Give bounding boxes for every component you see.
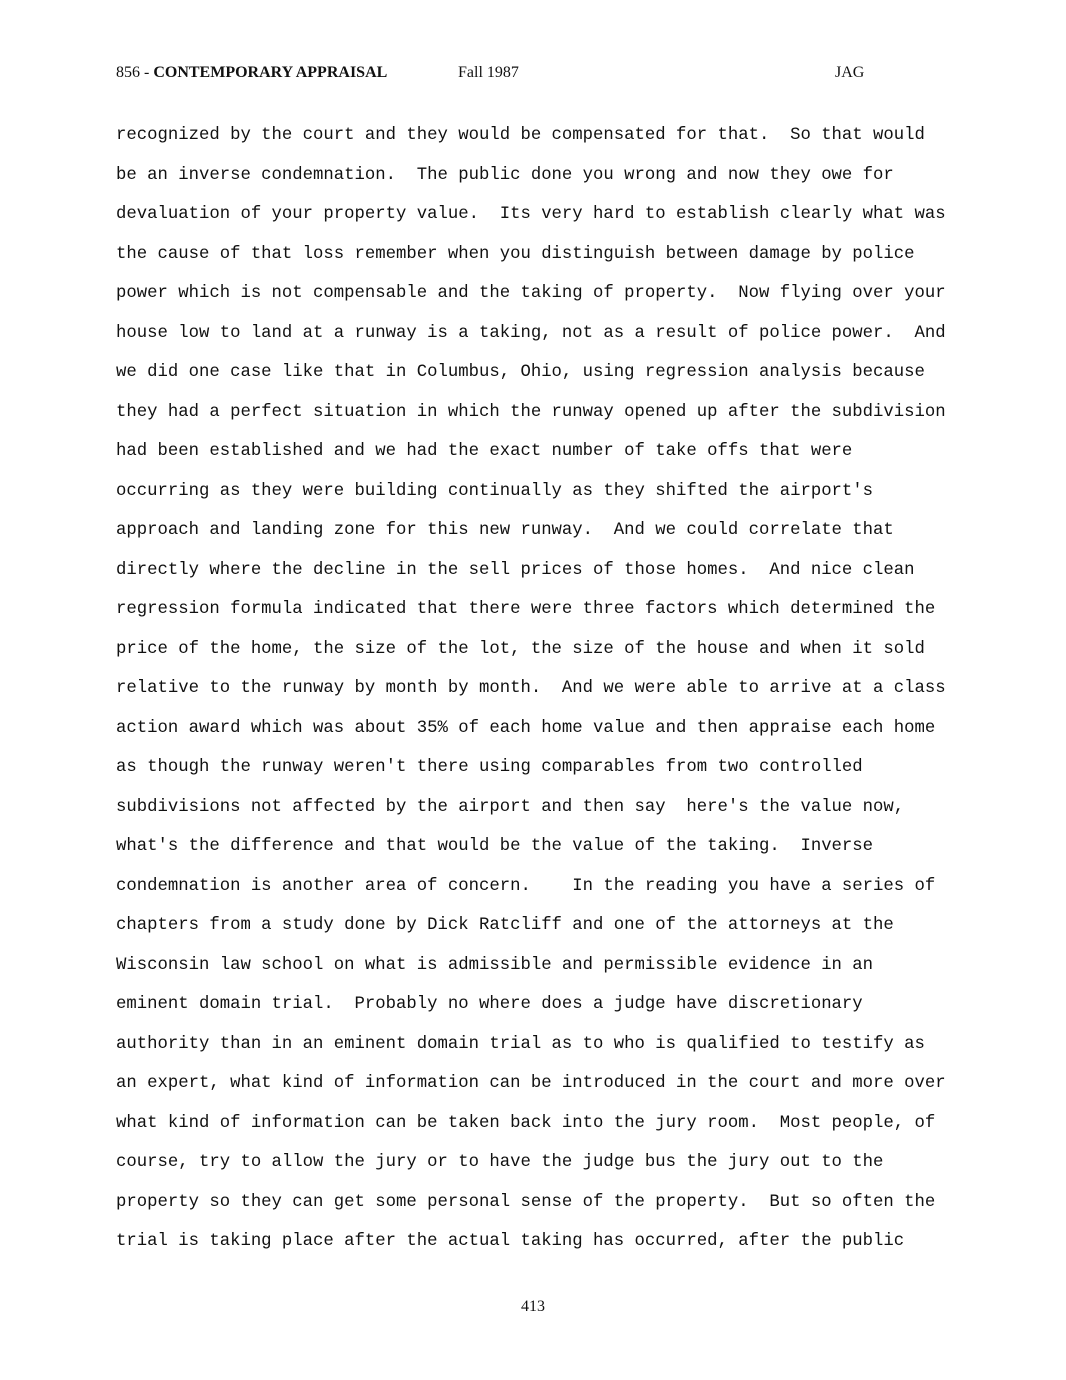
- text-line: eminent domain trial. Probably no where does a judge have discretionary: [116, 995, 863, 1014]
- text-line: condemnation is another area of concern. In the reading you have a series of: [116, 876, 936, 896]
- transcript-body: [116, 116, 956, 1262]
- course-title: CONTEMPORARY APPRAISAL: [153, 64, 388, 81]
- text-line: approach and landing zone for this new runway. And we could correlate that: [116, 521, 894, 540]
- text-line: chapters from a study done by Dick Ratcliff and one of the attorneys at the: [116, 916, 894, 935]
- text-line: trial is taking place after the actual taking has occurred, after the public: [116, 1232, 905, 1251]
- page-footer: [0, 1296, 1066, 1318]
- text-line: had been established and we had the exact number of take offs that were: [116, 442, 853, 461]
- course-number: 856 -: [116, 64, 154, 81]
- text-line: as though the runway weren't there using comparables from two controlled: [116, 758, 863, 777]
- text-line: house low to land at a runway is a taking, not as a result of police power. And: [116, 323, 946, 343]
- text-line: directly where the decline in the sell prices of those homes. And nice clean: [116, 560, 915, 580]
- author-initials: JAG: [835, 64, 865, 81]
- text-line: what kind of information can be taken back into the jury room. Most people, of: [116, 1113, 936, 1133]
- course-heading: [116, 61, 387, 85]
- text-line: regression formula indicated that there were three factors which determined the: [116, 600, 936, 619]
- text-line: relative to the runway by month by month. And we were able to arrive at a class: [116, 679, 946, 698]
- text-line: devaluation of your property value. Its very hard to establish clearly what was: [116, 205, 946, 224]
- text-line: power which is not compensable and the taking of property. Now flying over your: [116, 284, 946, 303]
- text-line: authority than in an eminent domain trial as to who is qualified to testify as: [116, 1034, 925, 1054]
- text-line: what's the difference and that would be the value of the taking. Inverse: [116, 837, 874, 856]
- page-header: [116, 61, 876, 85]
- text-line: an expert, what kind of information can be introduced in the court and more over: [116, 1074, 946, 1093]
- term-label: Fall 1987: [458, 64, 519, 81]
- text-line: occurring as they were building continually as they shifted the airport's: [116, 481, 874, 501]
- text-line: we did one case like that in Columbus, Ohio, using regression analysis because: [116, 363, 925, 382]
- text-line: subdivisions not affected by the airport and then say here's the value now,: [116, 797, 905, 817]
- text-line: recognized by the court and they would be compensated for that. So that would: [116, 126, 925, 145]
- page-number: 413: [521, 1298, 545, 1315]
- text-line: the cause of that loss remember when you distinguish between damage by police: [116, 244, 915, 264]
- text-line: action award which was about 35% of each home value and then appraise each home: [116, 718, 936, 738]
- text-line: price of the home, the size of the lot, the size of the house and when it sold: [116, 639, 925, 659]
- text-line: be an inverse condemnation. The public done you wrong and now they owe for: [116, 165, 894, 185]
- text-line: property so they can get some personal sense of the property. But so often the: [116, 1192, 936, 1212]
- text-line: they had a perfect situation in which the runway opened up after the subdivision: [116, 402, 946, 422]
- text-line: Wisconsin law school on what is admissible and permissible evidence in an: [116, 955, 874, 975]
- text-line: course, try to allow the jury or to have the judge bus the jury out to the: [116, 1153, 884, 1172]
